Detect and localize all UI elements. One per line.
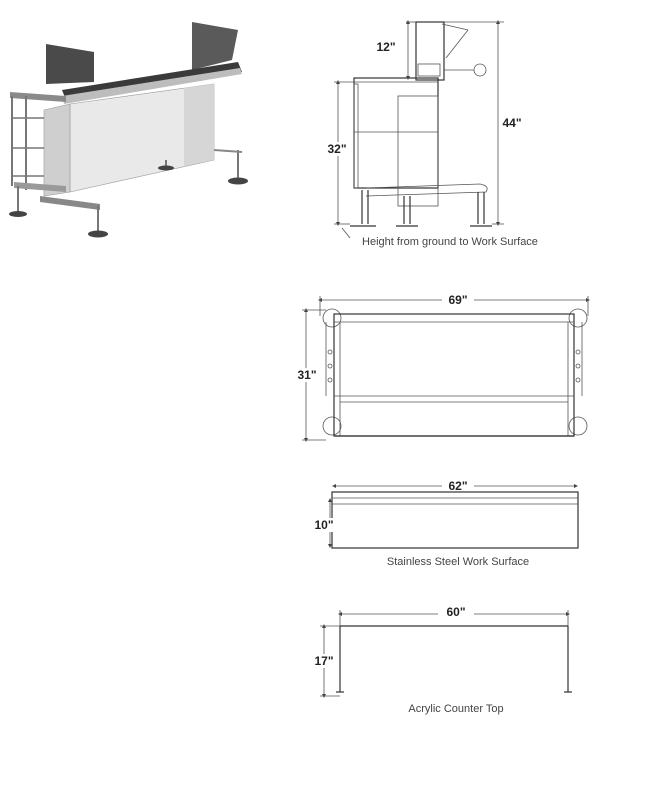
dim-label-44: 44": [502, 116, 522, 130]
dim-label-62: 62": [448, 479, 468, 493]
dim-label-12: 12": [376, 40, 396, 54]
dim-label-69: 69": [448, 293, 468, 307]
bar-3d-render: [9, 22, 248, 238]
top-view-drawing: [294, 293, 588, 440]
dim-label-17: 17": [314, 654, 334, 668]
counter-top-caption: Acrylic Counter Top: [408, 703, 504, 715]
counter-top-drawing: [310, 605, 572, 715]
dim-label-10: 10": [314, 518, 334, 532]
side-view-drawing: [326, 22, 538, 248]
side-view-caption: Height from ground to Work Surface: [362, 236, 538, 248]
work-surface-drawing: [312, 479, 578, 568]
dim-label-32: 32": [327, 142, 347, 156]
dim-label-60: 60": [446, 605, 466, 619]
dim-label-31: 31": [297, 368, 317, 382]
work-surface-caption: Stainless Steel Work Surface: [386, 556, 530, 568]
